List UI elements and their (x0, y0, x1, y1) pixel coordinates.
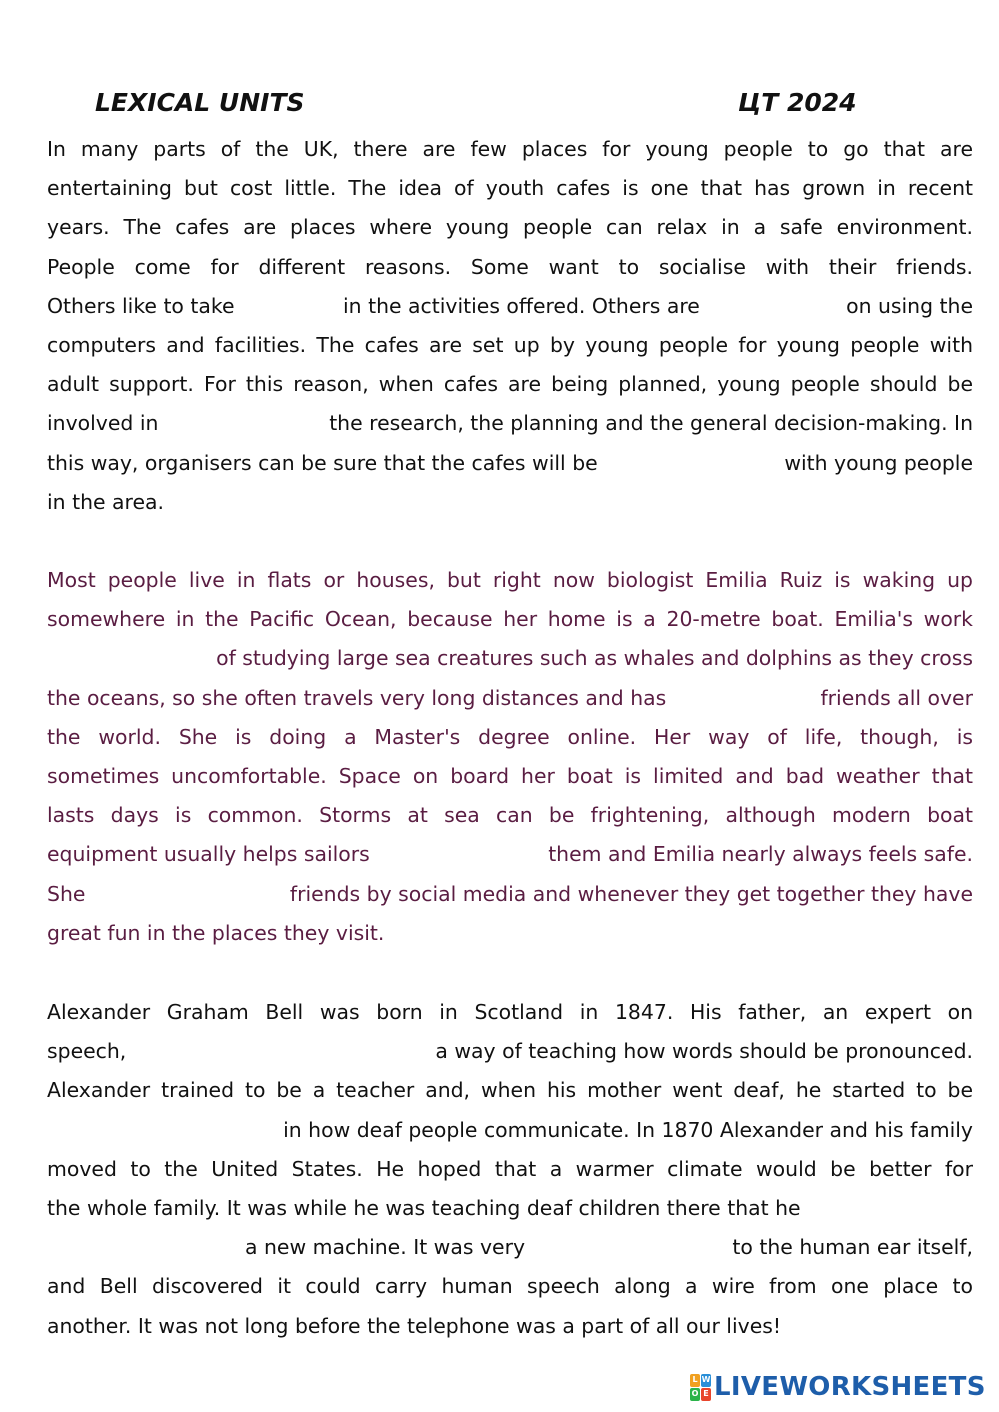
logo-tile: L (690, 1374, 700, 1387)
liveworksheets-logo[interactable] (690, 1372, 986, 1402)
text-line (47, 757, 973, 796)
text-segment: another. It was not long before the telephone was a part of all our lives! (47, 1313, 782, 1338)
text-segment: the oceans, so she often travels very long distances and has (47, 685, 667, 710)
text-line (47, 1111, 973, 1150)
text-segment: involved in (47, 411, 159, 436)
text-line (47, 287, 973, 326)
text-segment: the world. She is doing a Master's degree online. Her way of life, though, is (47, 724, 973, 749)
text-segment: lasts days is common. Storms at sea can be frightening, although modern boat (47, 803, 973, 828)
text-segment: and Bell discovered it could carry human speech along a wire from one place to (47, 1274, 973, 1299)
text-segment: sometimes uncomfortable. Space on board her boat is limited and bad weather that (47, 763, 973, 788)
text-segment: years. The cafes are places where young people can relax in a safe environment. (47, 215, 973, 240)
text-segment: computers and facilities. The cafes are set up by young people for young people with (47, 332, 973, 357)
text-line (47, 1267, 973, 1306)
header (0, 88, 999, 128)
text-segment: adult support. For this reason, when cafes are being planned, young people should be (47, 372, 973, 397)
text-segment: great fun in the places they visit. (47, 920, 385, 945)
text-segment: Others like to take (47, 293, 235, 318)
text-segment: in the area. (47, 489, 164, 514)
text-line (47, 1071, 973, 1110)
text-segment: them and Emilia nearly always feels safe. (548, 842, 973, 867)
paragraph-youth-cafes (47, 130, 973, 522)
text-segment: a new machine. It was very (245, 1235, 526, 1260)
text-line (47, 561, 973, 600)
exam-label: ЦТ 2024 (738, 88, 857, 117)
text-segment: the whole family. It was while he was teaching deaf children there that he (47, 1195, 801, 1220)
text-line (47, 208, 973, 247)
text-segment: Most people live in flats or houses, but right now biologist Emilia Ruiz is waking up (47, 568, 973, 592)
text-line (47, 1032, 973, 1071)
text-line (47, 404, 973, 443)
text-line (47, 718, 973, 757)
text-line (47, 1307, 973, 1346)
text-segment: moved to the United States. He hoped that a warmer climate would be better for (47, 1156, 973, 1181)
text-segment: speech, (47, 1039, 127, 1064)
text-line (47, 796, 973, 835)
text-segment: the research, the planning and the general decision-making. In (329, 411, 973, 436)
text-line (47, 169, 973, 208)
text-line (47, 1189, 973, 1228)
text-line (47, 914, 973, 953)
text-segment: to the human ear itself, (732, 1235, 973, 1260)
text-segment: friends all over (820, 685, 973, 710)
text-line (47, 835, 973, 874)
text-segment: somewhere in the Pacific Ocean, because her home is a 20-metre boat. Emilia's work (47, 607, 973, 632)
logo-tile: E (701, 1388, 711, 1401)
text-segment: of studying large sea creatures such as whales and dolphins as they cross (216, 646, 973, 671)
text-segment: in the activities offered. Others are (343, 293, 700, 318)
text-line (47, 1228, 973, 1267)
text-line (47, 993, 973, 1032)
text-line (47, 679, 973, 718)
logo-tile: O (690, 1388, 700, 1401)
text-line (47, 326, 973, 365)
text-segment: entertaining but cost little. The idea of youth cafes is one that has grown in recent (47, 176, 973, 201)
text-segment: In many parts of the UK, there are few places for young people to go that are (47, 137, 973, 161)
text-segment: a way of teaching how words should be pronounced. (435, 1039, 973, 1064)
logo-mark-icon (690, 1374, 710, 1400)
text-line (47, 248, 973, 287)
text-segment: this way, organisers can be sure that the cafes will be (47, 450, 598, 475)
text-line (47, 1150, 973, 1189)
text-segment: Alexander trained to be a teacher and, when his mother went deaf, he started to be (47, 1078, 973, 1103)
text-segment: with young people (784, 450, 973, 475)
paragraph-emilia-ruiz (47, 561, 973, 953)
text-line (47, 483, 973, 522)
logo-text: LIVEWORKSHEETS (714, 1372, 986, 1402)
text-segment: on using the (846, 293, 973, 318)
text-line (47, 600, 973, 639)
text-line (47, 639, 973, 678)
text-line (47, 444, 973, 483)
text-line (47, 365, 973, 404)
text-segment: in how deaf people communicate. In 1870 Alexander and his family (283, 1117, 973, 1142)
text-segment: friends by social media and whenever they get together they have (289, 881, 973, 906)
page-title: LEXICAL UNITS (95, 88, 305, 117)
logo-tile: W (701, 1374, 711, 1387)
paragraph-alexander-bell (47, 993, 973, 1346)
text-line (47, 130, 973, 169)
text-segment: equipment usually helps sailors (47, 842, 370, 867)
text-line (47, 875, 973, 914)
text-segment: Alexander Graham Bell was born in Scotland in 1847. His father, an expert on (47, 1000, 973, 1024)
text-segment: She (47, 881, 86, 906)
text-segment: People come for different reasons. Some want to socialise with their friends. (47, 254, 973, 279)
